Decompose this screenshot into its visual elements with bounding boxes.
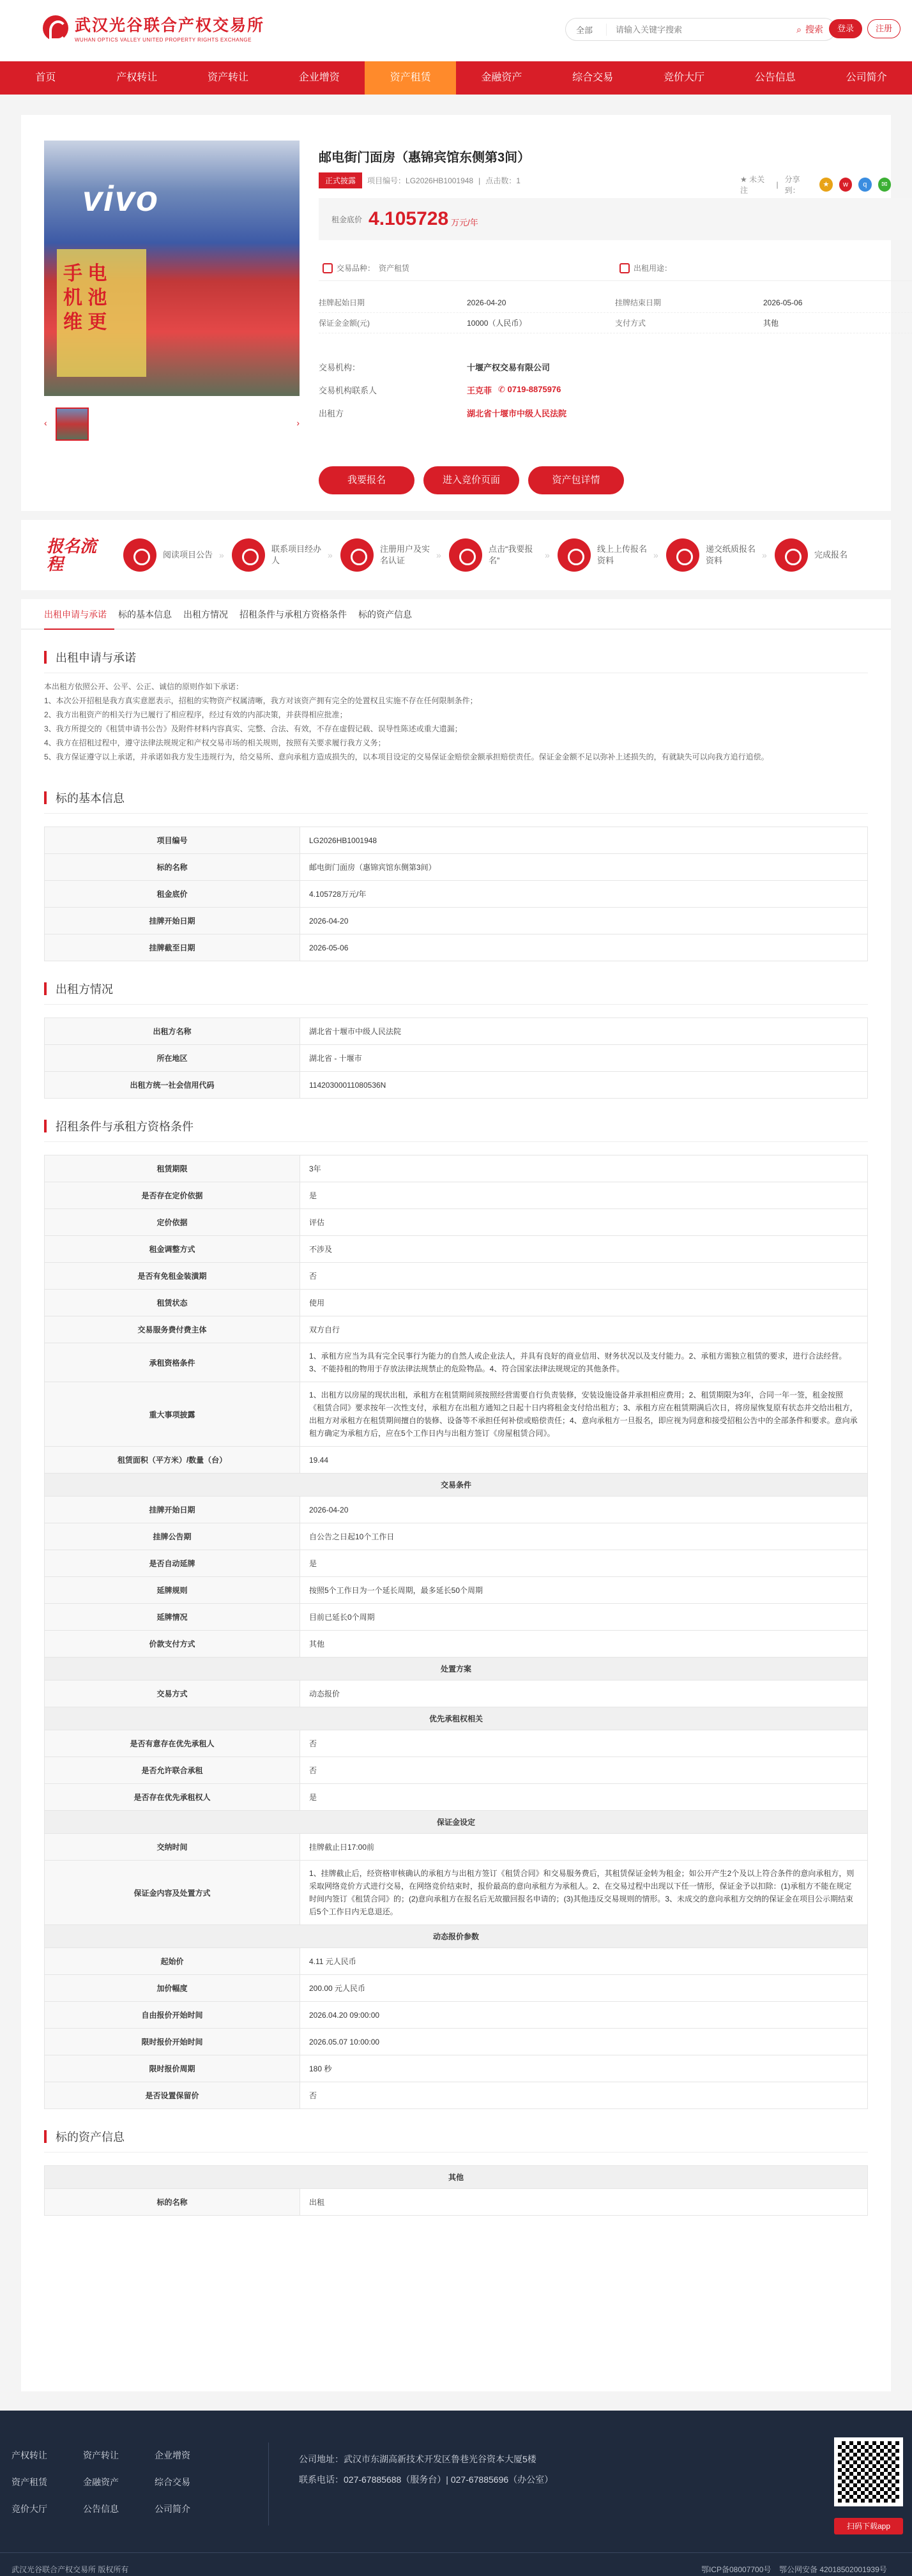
table-row: 起始价 4.11 元人民币 (45, 1948, 868, 1975)
footer-contact: 公司地址：武汉市东湖高新技术开发区鲁巷光谷资本大厦5楼 联系电话：027-67885688（服务台）| 027-67885696（办公室） (299, 2454, 554, 2485)
click-icon (449, 538, 482, 572)
table-row: 限时报价周期 180 秒 (45, 2055, 868, 2082)
table-row: 处置方案 (45, 1658, 868, 1680)
table-row: 交易服务费付费主体 双方自行 (45, 1316, 868, 1343)
category-icon (323, 263, 333, 273)
promise-text: 本出租方依照公开、公平、公正、诚信的原则作如下承诺： 1、本次公开招租是我方真实意愿表示，招租的实物资产权属清晰，我方对该资产拥有完全的处置权且实施不存在任何限制条件； 2、我方出租资产的相关行为已履行了相应程序，经过有效的内部决策，并获得相应批准； 3、我方所提交的《租赁申请书公告》及附件材料内容真实、完整、合法、有效，不存在虚假记载、误导性陈述或重大遗漏； 4、我方在招租过程中，遵守法律法规规定和产权交易市场的相关规则，按照有关要求履行我方义务； 5、我方保证遵守以上承诺，并承诺如我方发生违规行为，给交易所、意向承租方造成损失的，以本项目设定的交易保证金赔偿金额承担赔偿责任。保证金金额不足以弥补上述损失的，有就缺失可以向我方追行追偿。 (44, 682, 769, 761)
logo-icon (43, 15, 68, 41)
nav-comprehensive[interactable]: 综合交易 (572, 72, 614, 83)
thumbnail[interactable] (56, 408, 89, 441)
contact-icon (232, 538, 265, 572)
footer-link[interactable]: 公告信息 (83, 2504, 119, 2514)
enter-auction-button[interactable]: 进入竞价页面 (423, 466, 519, 494)
footer (0, 2411, 912, 2576)
tab-lessor[interactable]: 出租方情况 (183, 609, 228, 620)
document-icon (666, 538, 699, 572)
table-row: 是否自动延牌 是 (45, 1550, 868, 1577)
logo-english: WUHAN OPTICS VALLEY UNITED PROPERTY RIGHTS EXCHANGE (75, 37, 252, 43)
table-row: 挂牌截至日期 2026-05-06 (45, 934, 868, 961)
login-button[interactable]: 登录 (829, 19, 862, 38)
id-card-icon (340, 538, 374, 572)
table-row: 延牌规则 按照5个工作日为一个延长周期，最多延长50个周期 (45, 1577, 868, 1604)
section-title: 标的资产信息 (44, 2126, 868, 2153)
tab-basic-info[interactable]: 标的基本信息 (118, 609, 172, 620)
qzone-icon[interactable]: ★ (819, 178, 832, 192)
table-row: 是否设置保留价 否 (45, 2082, 868, 2109)
usage-icon (619, 263, 630, 273)
flow-title: 报名流程 (47, 537, 97, 574)
nav-announcements[interactable]: 公告信息 (754, 72, 796, 83)
footer-link[interactable]: 公司简介 (155, 2504, 190, 2514)
section-title: 标的基本信息 (44, 787, 868, 814)
search-bar (565, 18, 836, 41)
listing-summary (21, 115, 891, 511)
footer-link[interactable]: 资产租赁 (11, 2477, 47, 2487)
conditions-table (44, 1155, 868, 2109)
section-title: 出租方情况 (44, 978, 868, 1005)
table-row: 保证金内容及处置方式 1、挂牌截止后，经资格审核确认的承租方与出租方签订《租赁合同》和交易服务费后，其租赁保证金转为租金；如公开产生2个及以上符合条件的意向承租方，则采取网络竞价方式进行交易，在网络竞价结束时，报价最高的意向承租方为承租人。2、在交易过程中出现以下任一情形，保证金予以扣除：(1)承租方不能在规定时间内签订《租赁合同》的；(2)意向承租方在报名后无故撤回报名申请的；(3)其他违反交易规则的情形。3、未成交的意向承租方交纳的保证金在项目公示期结束后5个工作日内无息退还。 (45, 1861, 868, 1925)
icp-link[interactable]: 鄂ICP备08007700号 (701, 2565, 771, 2574)
register-button[interactable]: 注册 (867, 19, 901, 38)
footer-link[interactable]: 金融资产 (83, 2477, 119, 2487)
table-row: 自由报价开始时间 2026.04.20 09:00:00 (45, 2002, 868, 2029)
asset-table (44, 2165, 868, 2216)
table-row: 定价依据 评估 (45, 1209, 868, 1236)
search-button[interactable]: ⌕ 搜索 (796, 24, 823, 34)
wechat-icon[interactable]: ✉ (878, 178, 891, 192)
table-row: 所在地区 湖北省 - 十堰市 (45, 1045, 868, 1072)
site-logo[interactable] (43, 13, 264, 43)
registration-flow: 报名流程 阅读项目公告 » 联系项目经办人 » 注册用户及实名认证 » 点击“我要报名” » 线上上传报名资料 » 递交纸质报名资料 » 完成报名 (21, 520, 891, 590)
detail-tabs (21, 599, 891, 630)
section-title: 招租条件与承租方资格条件 (44, 1115, 868, 1142)
table-row: 租赁面积（平方米）/数量（台） 19.44 (45, 1447, 868, 1474)
listing-info: 挂牌起始日期 2026-04-20 挂牌结束日期 2026-05-06 保证金金额(元) 10000（人民币） 支付方式 其他 (319, 293, 912, 333)
thumbnail-strip (44, 408, 300, 442)
table-row: 限时报价开始时间 2026.05.07 10:00:00 (45, 2029, 868, 2055)
check-icon (775, 538, 808, 572)
listing-title: 邮电街门面房（惠锦宾馆东侧第3间） (319, 151, 531, 165)
rent-price: 4.105728 (369, 208, 449, 229)
table-row: 租赁期限 3年 (45, 1155, 868, 1182)
table-row: 重大事项披露 1、出租方以房屋的现状出租，承租方在租赁期间须按照经营需要自行负责装修，安装设施设备并承担相应费用；2、租赁期限为3年，合同一年一签，租金按照《租赁合同》要求按年一次性支付，承租方在出租方通知之日起十日内将租金支付给出租方；3、承租方应在租赁期满后次日，将房屋恢复原有状态并交给出租方，出租方对承租方在租赁期间擅自的装修、设备等不承担任何补偿或赔偿责任；4、意向承租方一旦报名，即应视为同意和接受招租公告中的全部条件和要求。意向承租方确定为承租方后，应在5个工作日内与出租方签订《房屋租赁合同》。 (45, 1382, 868, 1447)
table-row: 交纳时间 挂牌截止日17:00前 (45, 1834, 868, 1861)
nav-asset-transfer[interactable]: 资产转让 (207, 72, 248, 83)
table-row: 出租方统一社会信用代码 11420300011080536N (45, 1072, 868, 1099)
favorite-button[interactable]: ★ 未关注 (740, 175, 765, 195)
table-row: 是否存在定价依据 是 (45, 1182, 868, 1209)
table-row: 价款支付方式 其他 (45, 1631, 868, 1658)
upload-icon (558, 538, 591, 572)
table-row: 挂牌开始日期 2026-04-20 (45, 908, 868, 934)
tab-asset-info[interactable]: 标的资产信息 (358, 609, 412, 620)
nav-about[interactable]: 公司简介 (846, 72, 887, 83)
footer-links (11, 2449, 226, 2515)
lessor-table (44, 1017, 868, 1099)
table-row: 延牌情况 目前已延长0个周期 (45, 1604, 868, 1631)
project-code: 项目编号：LG2026HB1001948 (367, 176, 474, 185)
click-count: 点击数：1 (485, 176, 521, 185)
copyright: 武汉光谷联合产权交易所 版权所有 (11, 2565, 129, 2574)
table-row: 动态报价参数 (45, 1925, 868, 1948)
table-row: 优先承租权相关 (45, 1707, 868, 1730)
nav-auction-hall[interactable]: 竞价大厅 (663, 72, 704, 83)
action-buttons (319, 466, 624, 494)
eye-icon (123, 538, 156, 572)
nav-financial[interactable]: 金融资产 (481, 72, 522, 83)
header (0, 0, 912, 61)
weibo-icon[interactable]: w (839, 178, 852, 192)
table-row: 保证金设定 (45, 1811, 868, 1834)
nav-home[interactable]: 首页 (35, 72, 56, 83)
logo-name: 武汉光谷联合产权交易所 (75, 17, 265, 34)
table-row: 租金调整方式 不涉及 (45, 1236, 868, 1263)
qr-code-icon (834, 2437, 903, 2506)
footer-link[interactable]: 竞价大厅 (11, 2504, 47, 2514)
footer-link[interactable]: 产权转让 (11, 2450, 47, 2460)
download-app-button[interactable]: 扫码下载app (834, 2518, 903, 2534)
table-row: 项目编号 LG2026HB1001948 (45, 827, 868, 854)
contact-details: 交易机构： 十堰产权交易有限公司 交易机构联系人 王克菲 ✆ 0719-8875976 出租方 湖北省十堰市中级人民法院 (319, 362, 567, 418)
table-row: 标的名称 出租 (45, 2189, 868, 2216)
detail-panel (21, 599, 891, 2391)
nav-capital-increase[interactable]: 企业增资 (298, 72, 340, 83)
nav-asset-lease[interactable]: 资产租赁 (365, 61, 456, 95)
search-input[interactable] (607, 20, 784, 39)
thumb-prev-icon[interactable]: ‹ (44, 418, 47, 428)
table-row: 是否存在优先承租权人 是 (45, 1784, 868, 1811)
table-row: 交易条件 (45, 1474, 868, 1497)
price-box: 租金底价 4.105728 万元/年 (319, 198, 912, 240)
section-title: 出租申请与承诺 (44, 646, 868, 673)
search-icon: ⌕ (796, 24, 802, 34)
footer-link[interactable]: 资产转让 (83, 2450, 119, 2460)
tab-application[interactable]: 出租申请与承诺 (44, 608, 114, 630)
listing-meta: 正式披露 项目编号：LG2026HB1001948 | 点击数：1 (319, 172, 521, 188)
table-row: 是否有意存在优先承租人 否 (45, 1730, 868, 1757)
table-row: 交易方式 动态报价 (45, 1680, 868, 1707)
footer-link[interactable]: 企业增资 (155, 2450, 190, 2460)
search-category[interactable]: 全部 (566, 24, 607, 36)
register-bid-button[interactable]: 我要报名 (319, 466, 414, 494)
table-row: 出租方名称 湖北省十堰市中级人民法院 (45, 1018, 868, 1045)
qq-icon[interactable]: q (858, 178, 871, 192)
thumb-next-icon[interactable]: › (296, 418, 300, 428)
table-row: 是否允许联合承租 否 (45, 1757, 868, 1784)
share-bar: ★ 未关注 | 分享到： ★ w q ✉ (740, 174, 891, 195)
table-row: 加价幅度 200.00 元人民币 (45, 1975, 868, 2002)
table-row: 租金底价 4.105728万元/年 (45, 881, 868, 908)
property-photo[interactable]: vivo 手 电 机 池 维 更 (44, 141, 300, 396)
table-row: 挂牌开始日期 2026-04-20 (45, 1497, 868, 1523)
nav-equity[interactable]: 产权转让 (116, 72, 158, 83)
beian-link[interactable]: 鄂公网安备 42018502001939号 (779, 2565, 887, 2574)
asset-package-button[interactable]: 资产包详情 (528, 466, 624, 494)
table-row: 标的名称 邮电街门面房（惠锦宾馆东侧第3间） (45, 854, 868, 881)
main-nav (0, 61, 912, 95)
category-row: 交易品种： 资产租赁 出租用途： (319, 255, 912, 281)
footer-link[interactable]: 综合交易 (155, 2477, 190, 2487)
table-row: 是否有免租金装潢期 否 (45, 1263, 868, 1290)
table-row: 挂牌公告期 自公告之日起10个工作日 (45, 1523, 868, 1550)
tab-conditions[interactable]: 招租条件与承租方资格条件 (239, 609, 347, 620)
table-row: 其他 (45, 2166, 868, 2189)
status-badge: 正式披露 (319, 172, 362, 188)
basic-info-table (44, 827, 868, 961)
table-row: 租赁状态 使用 (45, 1290, 868, 1316)
table-row: 承租资格条件 1、承租方应当为具有完全民事行为能力的自然人或企业法人，并具有良好的商业信用、财务状况以及支付能力。2、承租方需独立租赁的要求，进行合法经营。3、不能持租的物用于存放法律法规禁止的危险物品。4、符合国家法律法规规定的其他条件。 (45, 1343, 868, 1382)
